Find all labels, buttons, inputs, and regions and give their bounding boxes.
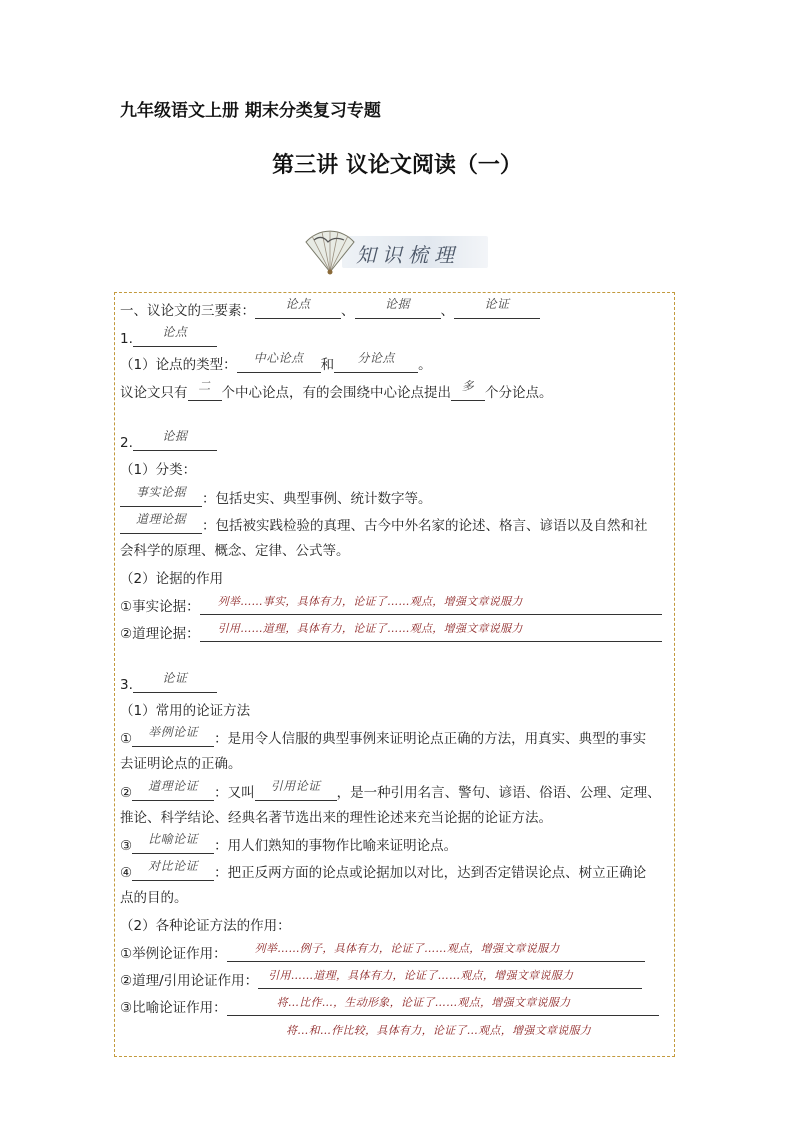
fact-role-row: ①事实论据： $^{列举\dots\dots 事实,具体有力,论证了\dots\dots 观点,增强文章说服力}$	[120, 598, 662, 615]
answer-blank: 列举……事实，具体有力，论证了……观点，增强文章说服力	[200, 598, 662, 615]
reason-role-row: ②道理论据： $^{引用\dots\dots 道理,具体有力,论证了\dots\dots 观点,增强文章说服力}$	[120, 625, 662, 642]
answer-blank: 论点	[255, 302, 341, 319]
method-example-row: ① 举例论证 ：是用令人信服的典型事例来证明论点正确的方法，用真实、典型的事实	[120, 725, 647, 747]
fact-evidence-row: 事实论据 ：包括史实、典型事例、统计数字等。	[120, 490, 432, 507]
methods-label: （1）常用的论证方法	[120, 703, 251, 719]
role-reason-row: ②道理/引用论证作用： $^{引用\dots\dots 道理,具体有力,论证了\dots\dots 观点,增强文章说服力}$	[120, 972, 642, 989]
method-reason-continued: 推论、科学结论、经典名著节选出来的理性论述来充当论据的论证方法。	[120, 810, 552, 826]
answer-blank: 引用论证	[255, 784, 337, 801]
answer-blank: 引用……道理，具体有力，论证了……观点，增强文章说服力	[200, 625, 662, 642]
three-elements-row: 一、议论文的三要素： 论点 、 论据 、 论证	[120, 302, 540, 319]
method-contrast-row: ④ 对比论证 ：把正反两方面的论点或论据加以对比，达到否定错误论点、树立正确论	[120, 859, 647, 881]
banner-text: 知识梳理	[356, 243, 460, 267]
knowledge-banner	[302, 228, 492, 276]
answer-blank: 二	[188, 384, 222, 401]
lundian-heading: 1. 论点	[120, 330, 217, 347]
lunju-heading: 2. 论据	[120, 434, 217, 451]
document-title: 第三讲 议论文阅读（一）	[272, 152, 522, 178]
reason-evidence-row: 道理论据 ：包括被实践检验的真理、古今中外名家的论述、格言、谚语以及自然和社	[120, 517, 648, 534]
method-metaphor-row: ③ 比喻论证 ：用人们熟知的事物作比喻来证明论点。	[120, 832, 458, 854]
role-contrast-row	[286, 1022, 591, 1039]
answer-blank: 列举……例子，具体有力，论证了……观点，增强文章说服力	[227, 945, 645, 962]
role-example-row: ①举例论证作用： $^{列举\dots\dots 例子,具体有力,论证了\dots\dots 观点,增强文章说服力}$	[120, 945, 645, 962]
answer-blank: 论点	[133, 330, 217, 347]
answer-blank: 举例论证	[132, 730, 214, 747]
answer-blank: 论证	[133, 676, 217, 693]
answer-blank: 中心论点	[237, 356, 321, 373]
method-reason-row: ② 道理论证 ：又叫 引用论证 ，是一种引用名言、警句、谚语、俗语、公理、定理、	[120, 779, 661, 801]
document-subtitle: 九年级语文上册 期末分类复习专题	[120, 101, 381, 121]
answer-blank: 论据	[133, 434, 217, 451]
answer-blank: 对比论证	[132, 864, 214, 881]
answer-blank: 分论点	[334, 356, 418, 373]
answer-blank: 多	[451, 384, 485, 401]
method-example-continued: 去证明论点的正确。	[120, 756, 242, 772]
roles-label: （2）各种论证方法的作用：	[120, 918, 291, 934]
answer-blank: 道理论证	[132, 784, 214, 801]
three-elements-heading: 一、议论文的三要素：	[120, 303, 255, 319]
answer-blank: 将…比作…，生动形象，论证了……观点，增强文章说服力	[227, 999, 659, 1016]
reason-evidence-continued: 会科学的原理、概念、定律、公式等。	[120, 543, 350, 559]
lundian-count-row: 议论文只有 二 个中心论点，有的会围绕中心论点提出 多 个分论点。	[120, 379, 553, 401]
answer-blank: 论据	[355, 302, 441, 319]
lunju-role-label: （2）论据的作用	[120, 571, 224, 587]
answer-blank: 事实论据	[120, 490, 202, 507]
answer-blank: 引用……道理，具体有力，论证了……观点，增强文章说服力	[258, 972, 642, 989]
lunju-classify-label: （1）分类：	[120, 462, 197, 478]
lundian-types-row: （1）论点的类型： 中心论点 和 分论点 。	[120, 351, 432, 373]
answer-blank: 比喻论证	[132, 837, 214, 854]
role-contrast-text: 将…和…作比较，具体有力，论证了…观点，增强文章说服力	[286, 1024, 592, 1037]
answer-blank: 论证	[454, 302, 540, 319]
role-metaphor-row: ③比喻论证作用： $^{将\dots 比作\dots,生动形象,论证了\dots\dots 观点,增强文章说服力}$	[120, 999, 659, 1016]
lunzheng-heading: 3. 论证	[120, 676, 217, 693]
method-contrast-continued: 点的目的。	[120, 890, 188, 906]
answer-blank: 道理论据	[120, 517, 202, 534]
fan-icon	[302, 228, 358, 276]
